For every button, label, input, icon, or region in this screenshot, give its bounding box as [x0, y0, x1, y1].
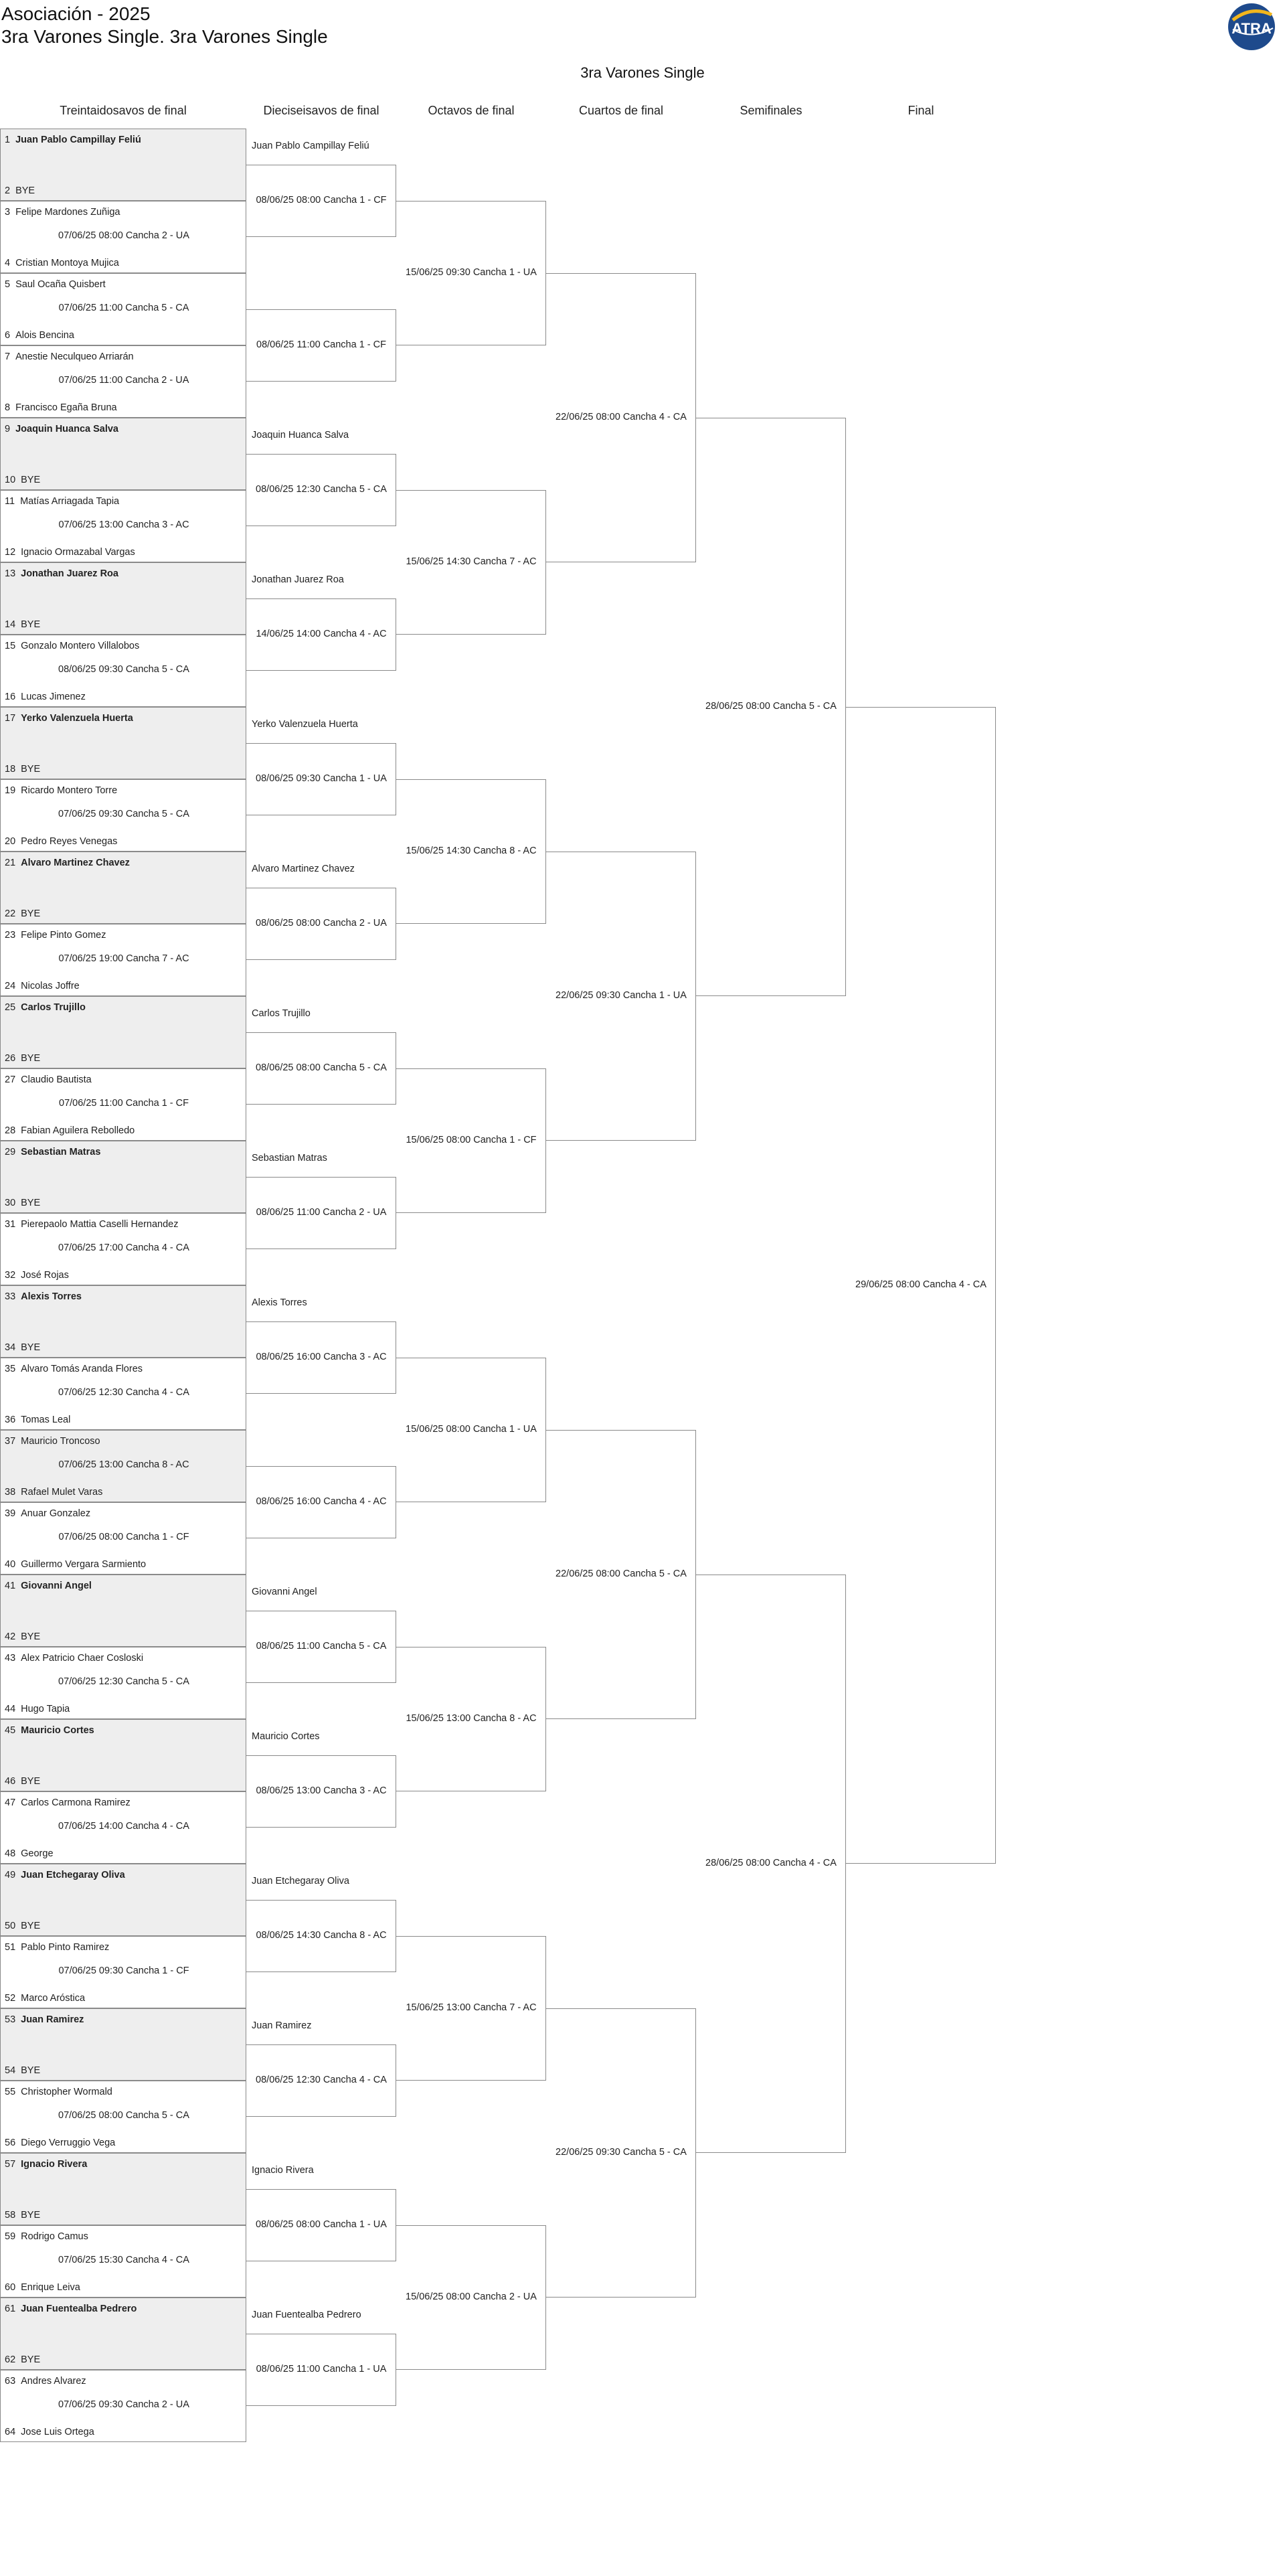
seed-number: 22 — [5, 908, 16, 919]
match-slot[interactable] — [0, 1430, 246, 1502]
player-bottom — [5, 2065, 40, 2076]
player-name: Rafael Mulet Varas — [21, 1487, 103, 1498]
column-header-final: Final — [908, 104, 934, 117]
player-bottom — [5, 764, 40, 775]
seed-number: 25 — [5, 1002, 16, 1013]
match-schedule: 15/06/25 13:00 Cancha 7 - AC — [406, 2002, 537, 2013]
player-name: BYE — [21, 2210, 41, 2221]
seed-number: 11 — [5, 496, 15, 507]
match-schedule: 07/06/25 19:00 Cancha 7 - AC — [58, 953, 189, 964]
advancing-player: Giovanni Angel — [252, 1587, 317, 1597]
match-slot[interactable] — [0, 273, 246, 345]
seed-number: 38 — [5, 1487, 16, 1498]
match-slot[interactable] — [0, 924, 246, 996]
player-bottom — [5, 185, 35, 196]
player-name: BYE — [21, 475, 41, 485]
seed-number: 15 — [5, 641, 16, 651]
seed-number: 28 — [5, 1125, 16, 1136]
match-slot[interactable] — [0, 2298, 246, 2370]
player-bottom — [5, 1776, 40, 1787]
player-bottom — [5, 1415, 70, 1425]
advancing-player: Mauricio Cortes — [252, 1731, 320, 1742]
player-name: Fabian Aguilera Rebolledo — [21, 1125, 135, 1136]
player-name: Mauricio Troncoso — [21, 1436, 100, 1447]
player-name: Ricardo Montero Torre — [21, 785, 118, 796]
player-top — [5, 2087, 112, 2097]
seed-number: 58 — [5, 2210, 16, 2221]
match-schedule: 15/06/25 08:00 Cancha 1 - UA — [406, 1424, 537, 1435]
player-name: Tomas Leal — [21, 1415, 71, 1425]
match-slot[interactable] — [0, 1575, 246, 1647]
player-name: Nicolas Joffre — [21, 981, 80, 991]
advancing-player: Carlos Trujillo — [252, 1008, 311, 1019]
player-bottom — [5, 330, 74, 341]
player-top — [5, 1364, 143, 1374]
player-bottom — [5, 2210, 40, 2221]
player-name: Claudio Bautista — [21, 1074, 92, 1085]
match-schedule: 15/06/25 14:30 Cancha 7 - AC — [406, 556, 537, 567]
seed-number: 48 — [5, 1848, 16, 1859]
player-name: Enrique Leiva — [21, 2282, 80, 2293]
match-schedule: 22/06/25 09:30 Cancha 1 - UA — [555, 990, 687, 1001]
player-top — [5, 135, 141, 145]
match-slot[interactable] — [0, 2225, 246, 2298]
column-header-round-of-16: Octavos de final — [428, 104, 515, 117]
player-bottom — [5, 258, 119, 268]
seed-number: 54 — [5, 2065, 16, 2076]
player-bottom — [5, 1848, 54, 1859]
seed-number: 36 — [5, 1415, 16, 1425]
player-top — [5, 1074, 92, 1085]
match-schedule: 15/06/25 13:00 Cancha 8 - AC — [406, 1713, 537, 1724]
match-schedule: 22/06/25 08:00 Cancha 5 - CA — [555, 1568, 687, 1579]
match-schedule: 07/06/25 14:00 Cancha 4 - CA — [58, 1821, 189, 1832]
match-schedule: 07/06/25 09:30 Cancha 5 - CA — [58, 809, 189, 819]
player-top — [5, 1942, 109, 1953]
player-name: Pablo Pinto Ramirez — [21, 1942, 110, 1953]
seed-number: 46 — [5, 1776, 16, 1787]
seed-number: 47 — [5, 1797, 16, 1808]
association-title: Asociación - 2025 — [1, 3, 151, 24]
match-schedule: 08/06/25 11:00 Cancha 1 - UA — [256, 2364, 387, 2374]
player-bottom — [5, 1993, 85, 2004]
seed-number: 26 — [5, 1053, 16, 1064]
player-top — [5, 930, 106, 941]
player-top — [5, 1725, 94, 1736]
match-schedule: 29/06/25 08:00 Cancha 4 - CA — [855, 1279, 987, 1290]
player-top — [5, 713, 133, 724]
match-schedule: 07/06/25 13:00 Cancha 3 - AC — [58, 519, 189, 530]
seed-number: 21 — [5, 858, 16, 868]
match-schedule: 22/06/25 08:00 Cancha 4 - CA — [555, 412, 687, 422]
match-schedule: 08/06/25 16:00 Cancha 4 - AC — [256, 1496, 387, 1507]
seed-number: 51 — [5, 1942, 16, 1953]
match-slot[interactable] — [0, 1213, 246, 1285]
player-top — [5, 1870, 125, 1880]
player-bottom — [5, 1921, 40, 1931]
player-bottom — [5, 2138, 115, 2148]
seed-number: 17 — [5, 713, 16, 724]
match-slot[interactable] — [0, 635, 246, 707]
player-name: Rodrigo Camus — [21, 2231, 88, 2242]
seed-number: 29 — [5, 1147, 16, 1157]
player-bottom — [5, 475, 40, 485]
seed-number: 64 — [5, 2427, 16, 2437]
match-slot[interactable] — [0, 852, 246, 924]
player-name: Matías Arriagada Tapia — [20, 496, 120, 507]
player-top — [5, 1147, 100, 1157]
seed-number: 39 — [5, 1508, 16, 1519]
match-schedule: 08/06/25 13:00 Cancha 3 - AC — [256, 1785, 387, 1796]
seed-number: 57 — [5, 2159, 16, 2170]
player-name: Christopher Wormald — [21, 2087, 112, 2097]
player-bottom — [5, 692, 86, 702]
seed-number: 8 — [5, 402, 11, 413]
seed-number: 40 — [5, 1559, 16, 1570]
player-name: Alex Patricio Chaer Cosloski — [21, 1653, 144, 1664]
player-top — [5, 279, 106, 290]
seed-number: 35 — [5, 1364, 16, 1374]
seed-number: 56 — [5, 2138, 16, 2148]
seed-number: 13 — [5, 568, 16, 579]
player-name: BYE — [21, 764, 41, 775]
match-slot[interactable] — [0, 490, 246, 562]
column-header-round-of-32: Dieciseisavos de final — [263, 104, 379, 117]
seed-number: 33 — [5, 1291, 16, 1302]
player-top — [5, 496, 119, 507]
match-schedule: 08/06/25 12:30 Cancha 5 - CA — [256, 484, 387, 495]
player-name: Anuar Gonzalez — [21, 1508, 91, 1519]
player-name: Joaquin Huanca Salva — [15, 424, 118, 434]
match-slot[interactable] — [0, 201, 246, 273]
player-bottom — [5, 1053, 40, 1064]
player-bottom — [5, 619, 40, 630]
player-top — [5, 1797, 131, 1808]
seed-number: 7 — [5, 351, 11, 362]
match-slot[interactable] — [0, 345, 246, 418]
advancing-player: Joaquin Huanca Salva — [252, 430, 349, 440]
seed-number: 18 — [5, 764, 16, 775]
player-bottom — [5, 1487, 102, 1498]
player-top — [5, 1291, 82, 1302]
player-top — [5, 1653, 143, 1664]
player-top — [5, 2304, 137, 2314]
player-name: BYE — [21, 2065, 41, 2076]
player-name: Hugo Tapia — [21, 1704, 70, 1714]
match-schedule: 14/06/25 14:00 Cancha 4 - AC — [256, 629, 387, 639]
player-name: Pedro Reyes Venegas — [21, 836, 118, 847]
match-slot[interactable] — [0, 2370, 246, 2442]
advancing-player: Alvaro Martinez Chavez — [252, 864, 355, 874]
advancing-player: Juan Etchegaray Oliva — [252, 1876, 349, 1886]
match-slot[interactable] — [0, 1068, 246, 1141]
seed-number: 4 — [5, 258, 11, 268]
seed-number: 30 — [5, 1198, 16, 1208]
match-slot[interactable] — [0, 1864, 246, 1936]
match-schedule: 07/06/25 09:30 Cancha 1 - CF — [58, 1965, 189, 1976]
player-name: Alvaro Martinez Chavez — [21, 858, 130, 868]
match-schedule: 08/06/25 16:00 Cancha 3 - AC — [256, 1352, 387, 1362]
match-slot[interactable] — [0, 2153, 246, 2225]
player-name: Juan Pablo Campillay Feliú — [15, 135, 141, 145]
match-schedule: 08/06/25 09:30 Cancha 5 - CA — [58, 664, 189, 675]
player-name: Anestie Neculqueo Arriarán — [15, 351, 134, 362]
player-name: Ignacio Rivera — [21, 2159, 88, 2170]
seed-number: 37 — [5, 1436, 16, 1447]
seed-number: 31 — [5, 1219, 16, 1230]
seed-number: 16 — [5, 692, 16, 702]
seed-number: 12 — [5, 547, 16, 558]
match-schedule: 15/06/25 14:30 Cancha 8 - AC — [406, 846, 537, 856]
seed-number: 6 — [5, 330, 11, 341]
player-top — [5, 2014, 84, 2025]
player-bottom — [5, 1559, 146, 1570]
player-name: Ignacio Ormazabal Vargas — [21, 547, 135, 558]
match-schedule: 08/06/25 08:00 Cancha 5 - CA — [256, 1062, 387, 1073]
match-slot[interactable] — [0, 1719, 246, 1791]
match-schedule: 08/06/25 11:00 Cancha 5 - CA — [256, 1641, 387, 1652]
seed-number: 19 — [5, 785, 16, 796]
seed-number: 1 — [5, 135, 11, 145]
player-name: Pierepaolo Mattia Caselli Hernandez — [21, 1219, 179, 1230]
player-top — [5, 1219, 179, 1230]
player-name: Felipe Pinto Gomez — [21, 930, 106, 941]
match-schedule: 07/06/25 15:30 Cancha 4 - CA — [58, 2255, 189, 2265]
match-slot[interactable] — [0, 2081, 246, 2153]
player-name: Felipe Mardones Zuñiga — [15, 207, 120, 218]
match-slot[interactable] — [0, 1791, 246, 1864]
player-name: Guillermo Vergara Sarmiento — [21, 1559, 147, 1570]
seed-number: 9 — [5, 424, 11, 434]
player-bottom — [5, 2354, 40, 2365]
seed-number: 24 — [5, 981, 16, 991]
player-name: BYE — [21, 619, 41, 630]
player-name: George — [21, 1848, 54, 1859]
player-name: José Rojas — [21, 1270, 69, 1281]
seed-number: 52 — [5, 1993, 16, 2004]
player-bottom — [5, 547, 135, 558]
match-schedule: 15/06/25 08:00 Cancha 1 - CF — [406, 1135, 537, 1145]
player-bottom — [5, 2427, 94, 2437]
advancing-player: Ignacio Rivera — [252, 2165, 314, 2176]
player-top — [5, 785, 117, 796]
seed-number: 60 — [5, 2282, 16, 2293]
player-top — [5, 1002, 86, 1013]
seed-number: 61 — [5, 2304, 16, 2314]
match-schedule: 08/06/25 12:30 Cancha 4 - CA — [256, 2075, 387, 2085]
match-slot[interactable] — [0, 1285, 246, 1358]
match-schedule: 07/06/25 11:00 Cancha 1 - CF — [59, 1098, 189, 1109]
seed-number: 62 — [5, 2354, 16, 2365]
player-name: Andres Alvarez — [21, 2376, 86, 2387]
seed-number: 34 — [5, 1342, 16, 1353]
player-top — [5, 1508, 90, 1519]
advancing-player: Yerko Valenzuela Huerta — [252, 719, 358, 730]
seed-number: 41 — [5, 1581, 16, 1591]
advancing-player: Alexis Torres — [252, 1297, 307, 1308]
seed-number: 27 — [5, 1074, 16, 1085]
seed-number: 5 — [5, 279, 11, 290]
player-bottom — [5, 1704, 70, 1714]
atra-logo — [1225, 1, 1278, 56]
player-name: BYE — [21, 1921, 41, 1931]
player-name: Mauricio Cortes — [21, 1725, 94, 1736]
seed-number: 14 — [5, 619, 16, 630]
match-slot[interactable] — [0, 1141, 246, 1213]
match-slot[interactable] — [0, 1936, 246, 2008]
match-schedule: 07/06/25 17:00 Cancha 4 - CA — [58, 1242, 189, 1253]
seed-number: 55 — [5, 2087, 16, 2097]
seed-number: 63 — [5, 2376, 16, 2387]
player-name: BYE — [21, 1631, 41, 1642]
player-bottom — [5, 402, 117, 413]
player-name: Marco Aróstica — [21, 1993, 86, 2004]
player-top — [5, 858, 130, 868]
match-schedule: 07/06/25 08:00 Cancha 1 - CF — [58, 1532, 189, 1542]
advancing-player: Jonathan Juarez Roa — [252, 574, 344, 585]
player-name: Diego Verruggio Vega — [21, 2138, 116, 2148]
player-bottom — [5, 836, 117, 847]
player-name: BYE — [15, 185, 35, 196]
match-schedule: 15/06/25 09:30 Cancha 1 - UA — [406, 267, 537, 278]
player-name: Carlos Carmona Ramirez — [21, 1797, 131, 1808]
player-name: BYE — [21, 908, 41, 919]
seed-number: 50 — [5, 1921, 16, 1931]
match-slot[interactable] — [0, 1358, 246, 1430]
match-slot[interactable] — [0, 562, 246, 635]
match-slot[interactable] — [0, 996, 246, 1068]
player-name: BYE — [21, 1053, 41, 1064]
player-name: BYE — [21, 1776, 41, 1787]
seed-number: 59 — [5, 2231, 16, 2242]
player-top — [5, 2159, 87, 2170]
match-schedule: 08/06/25 09:30 Cancha 1 - UA — [256, 773, 387, 784]
player-name: Francisco Egaña Bruna — [15, 402, 117, 413]
seed-number: 42 — [5, 1631, 16, 1642]
player-top — [5, 1581, 92, 1591]
player-name: Giovanni Angel — [21, 1581, 92, 1591]
seed-number: 32 — [5, 1270, 16, 1281]
seed-number: 23 — [5, 930, 16, 941]
tournament-title: 3ra Varones Single. 3ra Varones Single — [1, 26, 328, 47]
player-name: Yerko Valenzuela Huerta — [21, 713, 133, 724]
player-bottom — [5, 1125, 135, 1136]
match-schedule: 08/06/25 08:00 Cancha 1 - CF — [256, 195, 387, 206]
match-slot[interactable] — [0, 779, 246, 852]
match-schedule: 07/06/25 13:00 Cancha 8 - AC — [58, 1459, 189, 1470]
player-name: BYE — [21, 1198, 41, 1208]
player-top — [5, 351, 134, 362]
player-bottom — [5, 1270, 69, 1281]
player-name: BYE — [21, 2354, 41, 2365]
player-name: Lucas Jimenez — [21, 692, 86, 702]
player-bottom — [5, 1631, 40, 1642]
match-slot[interactable] — [0, 418, 246, 490]
seed-number: 44 — [5, 1704, 16, 1714]
player-name: Juan Ramirez — [21, 2014, 84, 2025]
player-bottom — [5, 981, 80, 991]
match-schedule: 08/06/25 08:00 Cancha 2 - UA — [256, 918, 387, 929]
advancing-player: Juan Ramirez — [252, 2020, 312, 2031]
player-bottom — [5, 908, 40, 919]
match-schedule: 15/06/25 08:00 Cancha 2 - UA — [406, 2291, 537, 2302]
match-schedule: 08/06/25 08:00 Cancha 1 - UA — [256, 2219, 387, 2230]
match-schedule: 07/06/25 12:30 Cancha 4 - CA — [58, 1387, 189, 1398]
match-schedule: 08/06/25 11:00 Cancha 1 - CF — [256, 339, 386, 350]
seed-number: 49 — [5, 1870, 16, 1880]
seed-number: 10 — [5, 475, 16, 485]
player-name: Juan Etchegaray Oliva — [21, 1870, 125, 1880]
seed-number: 20 — [5, 836, 16, 847]
match-slot[interactable] — [0, 1502, 246, 1575]
seed-number: 2 — [5, 185, 11, 196]
player-name: Gonzalo Montero Villalobos — [21, 641, 140, 651]
player-name: Jonathan Juarez Roa — [21, 568, 118, 579]
match-slot[interactable] — [0, 1647, 246, 1719]
match-slot[interactable] — [0, 707, 246, 779]
advancing-player: Sebastian Matras — [252, 1153, 327, 1163]
column-header-quarterfinals: Cuartos de final — [578, 104, 664, 117]
player-name: Carlos Trujillo — [21, 1002, 86, 1013]
bracket-title: 3ra Varones Single — [580, 64, 705, 81]
player-bottom — [5, 1342, 40, 1353]
player-name: Saul Ocaña Quisbert — [15, 279, 106, 290]
player-top — [5, 2231, 88, 2242]
player-name: Sebastian Matras — [21, 1147, 101, 1157]
match-schedule: 07/06/25 08:00 Cancha 5 - CA — [58, 2110, 189, 2121]
match-slot[interactable] — [0, 2008, 246, 2081]
player-name: Cristian Montoya Mujica — [15, 258, 119, 268]
match-schedule: 07/06/25 11:00 Cancha 5 - CA — [58, 303, 189, 313]
match-schedule: 28/06/25 08:00 Cancha 4 - CA — [705, 1858, 837, 1868]
player-name: Jose Luis Ortega — [21, 2427, 94, 2437]
player-top — [5, 1436, 100, 1447]
column-header-round-of-64: Treintaidosavos de final — [60, 104, 187, 117]
player-name: Alvaro Tomás Aranda Flores — [21, 1364, 143, 1374]
match-schedule: 28/06/25 08:00 Cancha 5 - CA — [705, 701, 837, 712]
player-top — [5, 207, 120, 218]
match-schedule: 07/06/25 11:00 Cancha 2 - UA — [58, 375, 189, 386]
seed-number: 43 — [5, 1653, 16, 1664]
seed-number: 3 — [5, 207, 11, 218]
player-bottom — [5, 2282, 80, 2293]
match-schedule: 22/06/25 09:30 Cancha 5 - CA — [555, 2147, 687, 2158]
match-schedule: 07/06/25 12:30 Cancha 5 - CA — [58, 1676, 189, 1687]
match-schedule: 07/06/25 08:00 Cancha 2 - UA — [58, 230, 189, 241]
player-top — [5, 641, 139, 651]
advancing-player: Juan Pablo Campillay Feliú — [252, 141, 369, 151]
seed-number: 45 — [5, 1725, 16, 1736]
player-name: Alexis Torres — [21, 1291, 82, 1302]
player-name: BYE — [21, 1342, 41, 1353]
match-schedule: 08/06/25 11:00 Cancha 2 - UA — [256, 1207, 387, 1218]
player-top — [5, 568, 118, 579]
player-name: Alois Bencina — [15, 330, 74, 341]
match-slot[interactable] — [0, 129, 246, 201]
svg-text:ATRA: ATRA — [1231, 20, 1272, 37]
player-bottom — [5, 1198, 40, 1208]
column-header-semifinals: Semifinales — [740, 104, 802, 117]
advancing-player: Juan Fuentealba Pedrero — [252, 2310, 361, 2320]
match-schedule: 07/06/25 09:30 Cancha 2 - UA — [58, 2399, 189, 2410]
player-name: Juan Fuentealba Pedrero — [21, 2304, 137, 2314]
player-top — [5, 2376, 86, 2387]
player-top — [5, 424, 118, 434]
match-schedule: 08/06/25 14:30 Cancha 8 - AC — [256, 1930, 387, 1941]
seed-number: 53 — [5, 2014, 16, 2025]
